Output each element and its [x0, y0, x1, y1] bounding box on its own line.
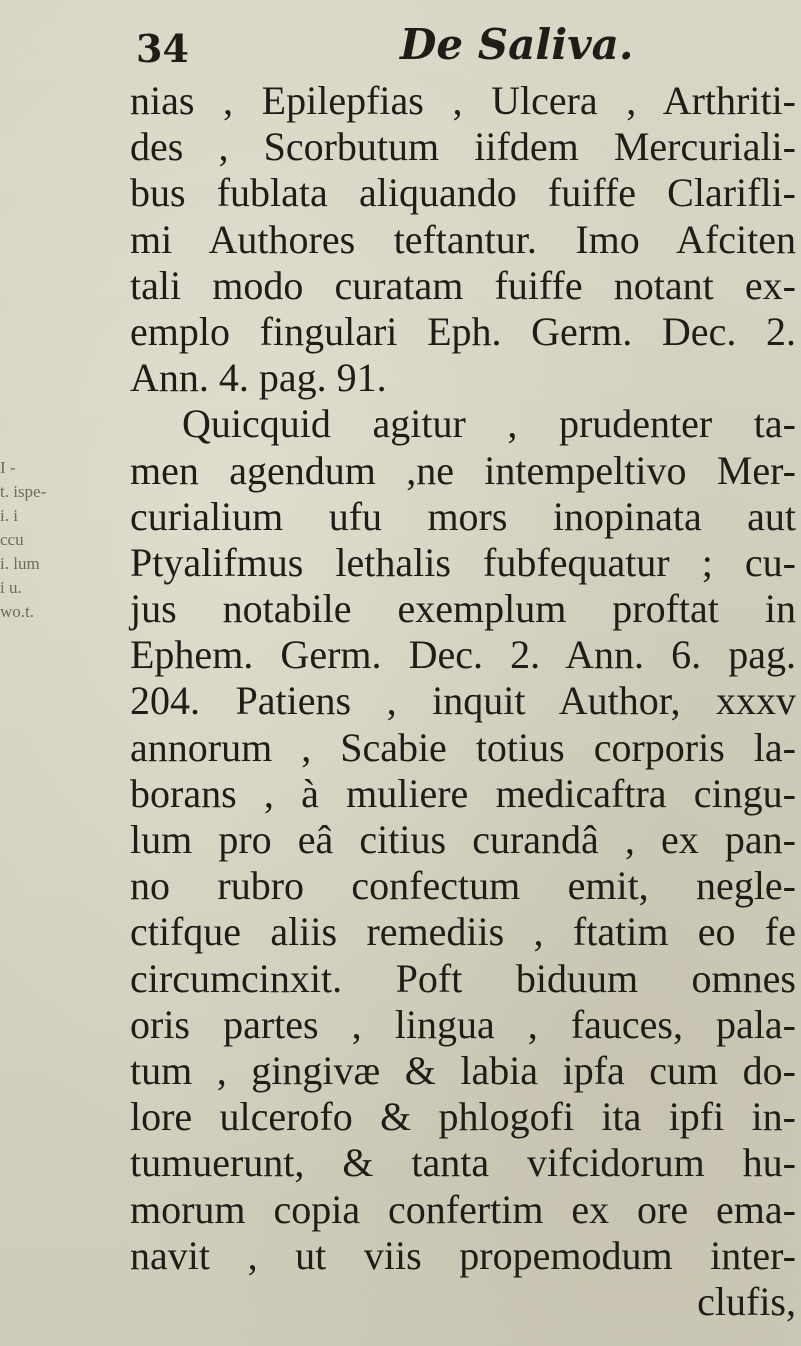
text-line: circumcinxit. Poft biduum omnes [130, 955, 796, 1001]
margin-note: i. lum [0, 554, 40, 573]
text-line: 204. Patiens , inquit Author, xxxv [130, 678, 796, 724]
text-line: tum , gingivæ & labia ipfa cum do- [130, 1047, 796, 1093]
text-line: morum copia confertim ex ore ema- [130, 1186, 796, 1232]
text-line: jus notabile exemplum proftat in [130, 586, 796, 632]
margin-note: wo.t. [0, 602, 34, 621]
text-line: Ann. 4. pag. 91. [130, 355, 387, 401]
margin-note: i u. [0, 578, 22, 597]
text-line: annorum , Scabie totius corporis la- [130, 724, 796, 770]
text-line: tumuerunt, & tanta vifcidorum hu- [130, 1140, 796, 1186]
text-line: Ephem. Germ. Dec. 2. Ann. 6. pag. [130, 632, 796, 678]
text-line: bus fublata aliquando fuiffe Clarifli- [130, 170, 796, 216]
page-header [136, 12, 696, 74]
margin-note: i. i [0, 506, 18, 525]
text-line: men agendum ,ne intempeltivo Mer- [130, 447, 796, 493]
text-line: clufis, [697, 1278, 796, 1324]
text-line: borans , à muliere medicaftra cingu- [130, 770, 796, 816]
margin-note: ccu [0, 530, 24, 549]
page-number: 34 [136, 26, 189, 71]
text-line: tali modo curatam fuiffe notant ex- [130, 262, 796, 308]
running-title: De Saliva. [400, 20, 634, 69]
text-line: mi Authores teftantur. Imo Afciten [130, 216, 796, 262]
body-text [130, 78, 796, 1325]
text-line: lum pro eâ citius curandâ , ex pan- [130, 817, 796, 862]
text-line: ctifque aliis remediis , ftatim eo fe [130, 909, 796, 955]
margin-note: I - [0, 458, 16, 477]
text-line: curialium ufu mors inopinata aut [130, 493, 796, 539]
text-line: Ptyalifmus lethalis fubfequatur ; cu- [130, 539, 796, 585]
text-line: Quicquid agitur , prudenter ta- [182, 401, 796, 447]
text-line: des , Scorbutum iifdem Mercuriali- [130, 124, 796, 170]
text-line: navit , ut viis propemodum inter- [130, 1232, 796, 1278]
text-line: nias , Epilepfias , Ulcera , Arthriti- [130, 78, 796, 123]
text-line: emplo fingulari Eph. Germ. Dec. 2. [130, 308, 796, 354]
text-line: no rubro confectum emit, negle- [130, 863, 796, 909]
margin-notes [0, 456, 118, 624]
margin-note: t. ispe- [0, 482, 47, 501]
text-line: oris partes , lingua , fauces, pala- [130, 1001, 796, 1047]
text-line: lore ulcerofo & phlogofi ita ipfi in- [130, 1094, 796, 1140]
